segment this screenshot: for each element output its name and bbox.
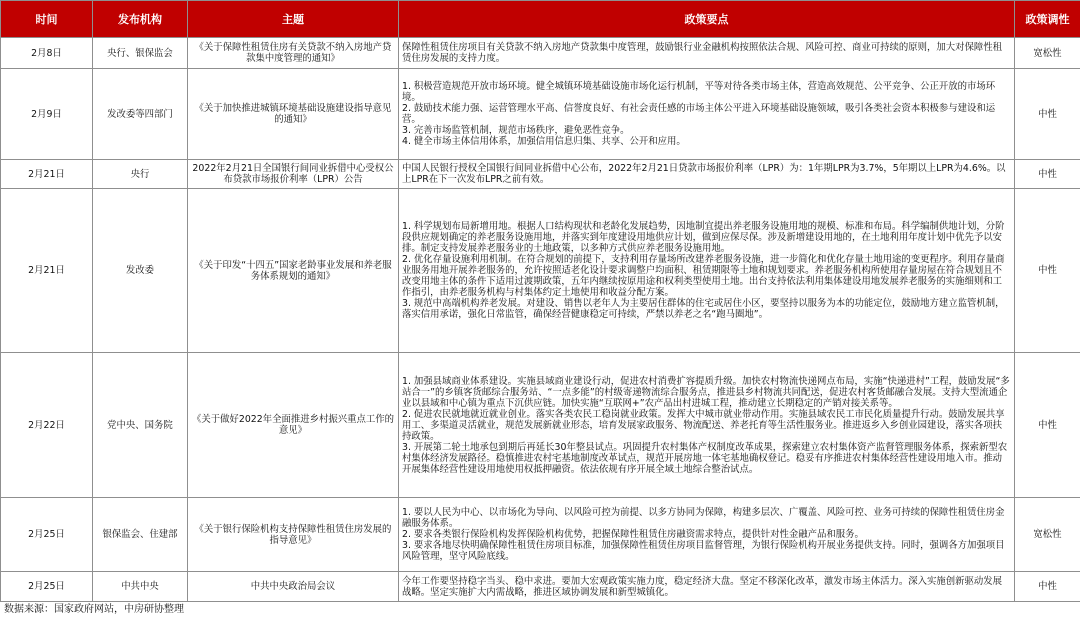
row-points	[399, 38, 1015, 69]
policy-point: 3. 开展第二轮土地承包到期后再延长30年整县试点。巩固提升农村集体产权制度改革成果，探索建立农村集体资产监督管理服务体系，探索新型农村集体经济发展路径。稳慎推进农村宅基地制度改革试点，规范开展房地一体宅基地确权登记。稳妥有序推进农村集体经营性建设用地入市。推动开展集体经营性建设用地使用权抵押融资。依法依规有序开展全域土地综合整治试点。	[402, 441, 1008, 475]
row-points	[399, 572, 1015, 602]
row-date: 2月25日	[1, 498, 93, 572]
table-row	[1, 69, 1080, 160]
header-title: 主题	[188, 1, 399, 38]
table-row	[1, 572, 1080, 602]
row-title: 中共中央政治局会议	[188, 572, 399, 602]
row-title: 2022年2月21日全国银行间同业拆借中心受权公布贷款市场报价利率（LPR）公告	[188, 160, 399, 189]
policy-point: 1. 加强县域商业体系建设。实施县域商业建设行动，促进农村消费扩容提质升级。加快农村物流快递网点布局，实施“快递进村”工程，鼓励发展“多站合一”的乡镇客货邮综合服务站、“一点多能”的村级寄递物流综合服务点，推进县乡村物流共同配送，促进农村客货邮融合发展。支持大型流通企业以县域和中心镇为重点下沉供应链。加快实施“互联网+”农产品出村进城工程，推动建立长期稳定的产销对接关系等。	[402, 375, 1010, 409]
row-org: 央行	[93, 160, 188, 189]
row-org: 党中央、国务院	[93, 353, 188, 498]
row-date: 2月9日	[1, 69, 93, 160]
row-title: 《关于加快推进城镇环境基础设施建设指导意见的通知》	[188, 69, 399, 160]
table-header-row	[1, 1, 1080, 38]
row-adjust: 宽松性	[1015, 498, 1080, 572]
row-adjust: 中性	[1015, 69, 1080, 160]
row-org: 发改委等四部门	[93, 69, 188, 160]
policy-point: 中国人民银行授权全国银行间同业拆借中心公布，2022年2月21日贷款市场报价利率（LPR）为：1年期LPR为3.7%，5年期以上LPR为4.6%。以上LPR在下一次发布LPR之前有效。	[402, 163, 1006, 185]
table-row	[1, 160, 1080, 189]
row-points	[399, 498, 1015, 572]
row-points	[399, 160, 1015, 189]
header-adjust: 政策调性	[1015, 1, 1080, 38]
row-title: 《关于银行保险机构支持保障性租赁住房发展的指导意见》	[188, 498, 399, 572]
policy-point: 今年工作要坚持稳字当头、稳中求进。要加大宏观政策实施力度，稳定经济大盘。坚定不移深化改革，激发市场主体活力。深入实施创新驱动发展战略。坚定实施扩大内需战略，推进区域协调发展和新型城镇化。	[402, 575, 1003, 598]
row-adjust: 宽松性	[1015, 38, 1080, 69]
row-date: 2月25日	[1, 572, 93, 602]
table-row	[1, 498, 1080, 572]
row-org: 银保监会、住建部	[93, 498, 188, 572]
row-adjust: 中性	[1015, 189, 1080, 353]
row-points	[399, 69, 1015, 160]
policy-point: 4. 健全市场主体信用体系，加强信用信息归集、共享、公开和应用。	[402, 136, 686, 147]
row-org: 央行、银保监会	[93, 38, 188, 69]
row-points	[399, 189, 1015, 353]
row-title: 《关于做好2022年全面推进乡村振兴重点工作的意见》	[188, 353, 399, 498]
table-row	[1, 353, 1080, 498]
row-date: 2月21日	[1, 160, 93, 189]
header-date: 时间	[1, 1, 93, 38]
policy-point: 3. 要求各地尽快明确保障性租赁住房项目标准，加强保障性租赁住房项目监督管理，为银行保险机构开展业务提供支持。同时，强调各方加强项目风险管理，坚守风险底线。	[402, 540, 1005, 562]
policy-point: 2. 促进农民就地就近就业创业。落实各类农民工稳岗就业政策。发挥大中城市就业带动作用。实施县域农民工市民化质量提升行动。鼓励发展共享用工、多渠道灵活就业，规范发展新就业形态，培育发展家政服务、物流配送、养老托育等生活性服务业。推进返乡入乡创业园建设，落实各项扶持政策。	[402, 408, 1005, 442]
row-title: 《关于印发“十四五”国家老龄事业发展和养老服务体系规划的通知》	[188, 189, 399, 353]
policy-point: 1. 要以人民为中心、以市场化为导向、以风险可控为前提、以多方协同为保障，构建多层次、广覆盖、风险可控、业务可持续的保障性租赁住房金融服务体系。	[402, 507, 1005, 529]
row-date: 2月8日	[1, 38, 93, 69]
row-date: 2月21日	[1, 189, 93, 353]
data-source-note: 数据来源：国家政府网站，中房研协整理	[4, 604, 184, 615]
row-adjust: 中性	[1015, 572, 1080, 602]
policy-point: 2. 鼓励技术能力强、运营管理水平高、信誉度良好、有社会责任感的市场主体公平进入环境基础设施领域，吸引各类社会资本积极参与建设和运营。	[402, 103, 996, 125]
row-adjust: 中性	[1015, 160, 1080, 189]
policy-point: 1. 积极营造规范开放市场环境。健全城镇环境基础设施市场化运行机制，平等对待各类市场主体，营造高效规范、公平竞争、公正开放的市场环境。	[402, 81, 996, 103]
table-row	[1, 38, 1080, 69]
policy-point: 保障性租赁住房项目有关贷款不纳入房地产贷款集中度管理，鼓励银行业金融机构按照依法合规、风险可控、商业可持续的原则，加大对保障性租赁住房发展的支持力度。	[402, 42, 1003, 64]
row-title: 《关于保障性租赁住房有关贷款不纳入房地产贷款集中度管理的通知》	[188, 38, 399, 69]
policy-point: 2. 优化存量设施利用机制。在符合规划的前提下，支持利用存量场所改建养老服务设施，进一步简化和优化存量土地用途的变更程序。利用存量商业服务用地开展养老服务的，允许按照适老化设计要求调整户均面积、租赁期限等土地和规划要求。养老服务机构所使用存量房屋在符合规划且不改变用地主体的条件下适用过渡期政策，五年内继续按原用途和权利类型使用土地。出台支持依法利用集体建设用地发展养老服务的实施细则和工作指引，由养老服务机构与村集体约定土地使用和收益分配方案。	[402, 254, 1005, 298]
row-org: 发改委	[93, 189, 188, 353]
row-points	[399, 353, 1015, 498]
row-adjust: 中性	[1015, 353, 1080, 498]
table-row	[1, 189, 1080, 353]
policy-point: 3. 完善市场监管机制，规范市场秩序，避免恶性竞争。	[402, 125, 630, 136]
policy-point: 1. 科学规划布局新增用地。根据人口结构现状和老龄化发展趋势，因地制宜提出养老服务设施用地的规模、标准和布局。科学编制供地计划，分阶段供应规划确定的养老服务设施用地，并落实到年度建设用地供应计划，做到应保尽保。涉及新增建设用地的，在土地利用年度计划中优先予以安排。制定支持发展养老服务业的土地政策，以多种方式供应养老服务设施用地。	[402, 221, 1005, 254]
header-points: 政策要点	[399, 1, 1015, 38]
policy-point: 3. 规范中高端机构养老发展。对建设、销售以老年人为主要居住群体的住宅或居住小区，要坚持以服务为本的功能定位，鼓励地方建立监管机制，落实信用承诺，强化日常监管，确保经营健康稳定可持续，严禁以养老之名“跑马圈地”。	[402, 298, 1005, 320]
policy-point: 2. 要求各类银行保险机构发挥保险机构优势，把握保障性租赁住房融资需求特点，提供针对性金融产品和服务。	[402, 529, 864, 540]
header-org: 发布机构	[93, 1, 188, 38]
row-org: 中共中央	[93, 572, 188, 602]
row-date: 2月22日	[1, 353, 93, 498]
